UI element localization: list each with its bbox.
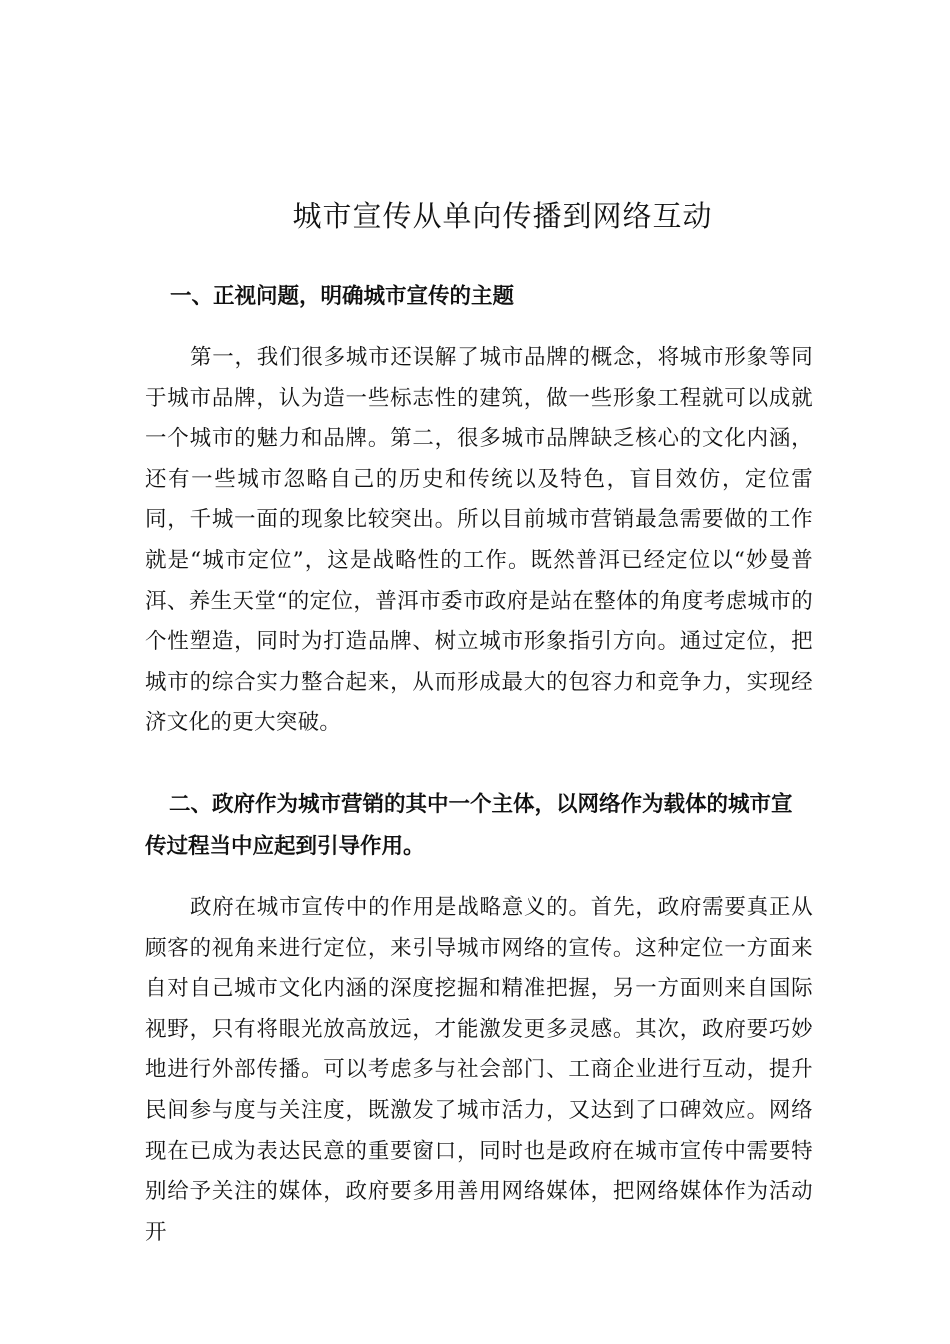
section-2-heading: 二、政府作为城市营销的其中一个主体，以网络作为载体的城市宣传过程当中应起到引导作用。 (145, 792, 793, 859)
document-title: 城市宣传从单向传播到网络互动 (292, 199, 713, 233)
section-2-paragraph: 政府在城市宣传中的作用是战略意义的。首先，政府需要真正从顾客的视角来进行定位，来引导城市网络的宣传。这种定位一方面来自对自己城市文化内涵的深度挖掘和精准把握，另一方面则来自国际视野，只有将眼光放高放远，才能激发更多灵感。其次，政府要巧妙地进行外部传播。可以考虑多与社会部门、工商企业进行互动，提升民间参与度与关注度，既激发了城市活力，又达到了口碑效应。网络现在已成为表达民意的重要窗口，同时也是政府在城市宣传中需要特别给予关注的媒体，政府要多用善用网络媒体，把网络媒体作为活动开 (145, 895, 813, 1245)
section-1-paragraph: 第一，我们很多城市还误解了城市品牌的概念，将城市形象等同于城市品牌，认为造一些标志性的建筑，做一些形象工程就可以成就一个城市的魅力和品牌。第二，很多城市品牌缺乏核心的文化内涵，还有一些城市忽略自己的历史和传统以及特色，盲目效仿，定位雷同，千城一面的现象比较突出。所以目前城市营销最急需要做的工作就是“城市定位”，这是战略性的工作。既然普洱已经定位以“妙曼普洱、养生天堂“的定位，普洱市委市政府是站在整体的角度考虑城市的个性塑造，同时为打造品牌、树立城市形象指引方向。通过定位，把城市的综合实力整合起来，从而形成最大的包容力和竞争力，实现经济文化的更大突破。 (145, 345, 813, 736)
section-1-heading: 一、正视问题，明确城市宣传的主题 (170, 284, 515, 309)
